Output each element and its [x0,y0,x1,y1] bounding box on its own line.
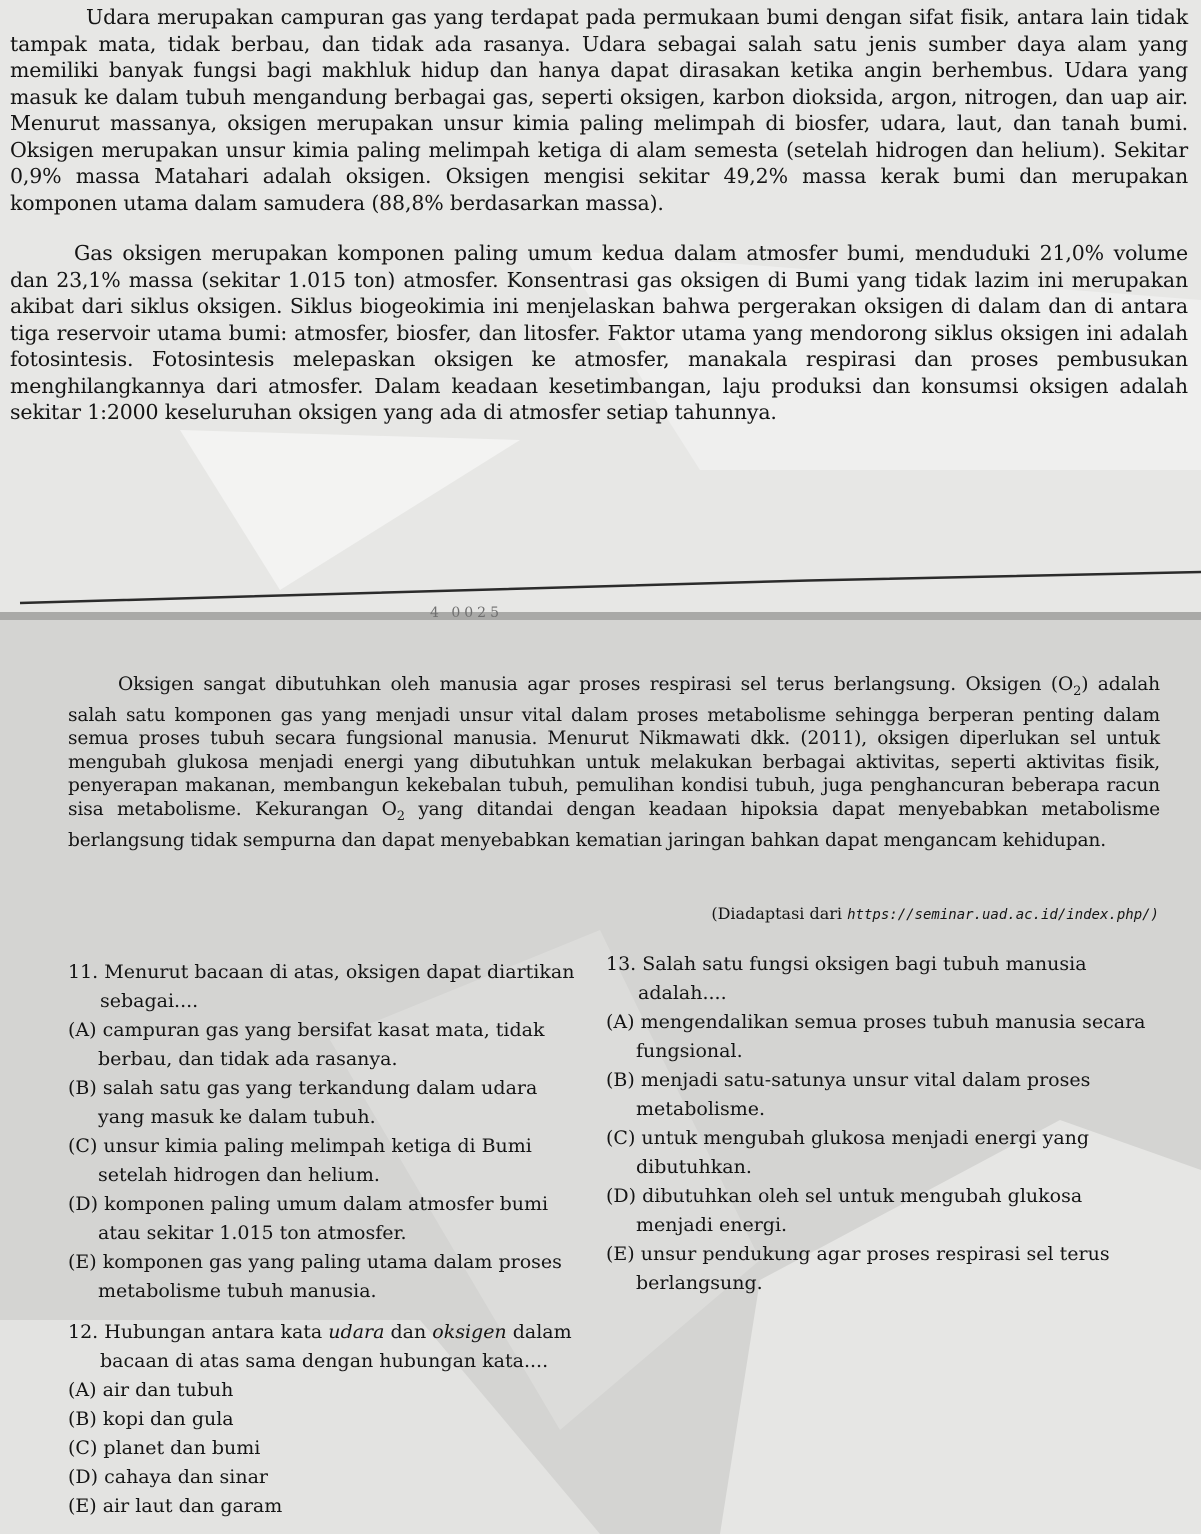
option-b[interactable]: (B) menjadi satu-satunya unsur vital dalam proses metabolisme. [606,1069,1091,1120]
passage-paragraph-2: Gas oksigen merupakan komponen paling umum kedua dalam atmosfer bumi, menduduki 21,0% volume dan 23,1% massa (sekitar 1.015 ton) atmosfer. Konsentrasi gas oksigen di Bumi yang tidak lazim ini merupakan akibat dari siklus oksigen. Siklus biogeokimia ini menjelaskan bahwa pergerakan oksigen di dalam dan di antara tiga reservoir utama bumi: atmosfer, biosfer, dan litosfer. Faktor utama yang mendorong siklus oksigen ini adalah fotosintesis. Fotosintesis melepaskan oksigen ke atmosfer, manakala respirasi dan proses pembusukan menghilangkannya dari atmosfer. Dalam keadaan kesetimbangan, laju produksi dan konsumsi oksigen adalah sekitar 1:2000 keseluruhan oksigen yang ada di atmosfer setiap tahunnya. [10,241,1188,424]
passage-paragraph-1: Udara merupakan campuran gas yang terdapat pada permukaan bumi dengan sifat fisik, antara lain tidak tampak mata, tidak berbau, dan tidak ada rasanya. Udara sebagai salah satu jenis sumber daya alam yang memiliki banyak fungsi bagi makhluk hidup dan hanya dapat dirasakan ketika angin berhembus. Udara yang masuk ke dalam tubuh mengandung berbagai gas, seperti oksigen, karbon dioksida, argon, nitrogen, dan uap air. Menurut massanya, oksigen merupakan unsur kimia paling melimpah di biosfer, udara, laut, dan tanah bumi. Oksigen merupakan unsur kimia paling melimpah ketiga di alam semesta (setelah hidrogen dan helium). Sekitar 0,9% massa Matahari adalah oksigen. Oksigen mengisi sekitar 49,2% massa kerak bumi dan merupakan komponen utama dalam samudera (88,8% berdasarkan massa). [10,5,1188,215]
option-e[interactable]: (E) unsur pendukung agar proses respirasi sel terus berlangsung. [606,1243,1110,1294]
source-prefix: (Diadaptasi dari [711,904,848,923]
passage-text-c: yang ditandai dengan keadaan hipoksia dapat menyebabkan metabolisme berlangsung tidak sempurna dan dapat menyebabkan kematian jaringan bahkan dapat mengancam kehidupan. [68,798,1160,851]
option-c[interactable]: (C) unsur kimia paling melimpah ketiga di Bumi setelah hidrogen dan helium. [68,1135,532,1186]
question-stem: 11. Menurut bacaan di atas, oksigen dapat diartikan sebagai.... [68,961,575,1012]
option-a[interactable]: (A) campuran gas yang bersifat kasat mata, tidak berbau, dan tidak ada rasanya. [68,1019,545,1070]
source-url: https://seminar.uad.ac.id/index.php/) [847,907,1159,923]
question-stem [68,1318,588,1376]
option-c[interactable]: (C) untuk mengubah glukosa menjadi energi yang dibutuhkan. [606,1127,1090,1178]
option-e[interactable]: (E) komponen gas yang paling utama dalam proses metabolisme tubuh manusia. [68,1251,562,1302]
stem-word-oksigen: oksigen [432,1321,507,1343]
option-a[interactable]: (A) mengendalikan semua proses tubuh manusia secara fungsional. [606,1011,1146,1062]
passage-paragraph-3 [68,673,1160,852]
stem-part-c: dalam bacaan di atas sama dengan hubungan kata.... [100,1321,572,1372]
stem-part-a: 12. Hubungan antara kata [68,1321,329,1343]
stem-part-b: dan [384,1321,433,1343]
page-marker: 4 0025 [430,605,503,621]
subscript-2: 2 [396,808,405,824]
option-c[interactable]: (C) planet dan bumi [68,1437,261,1459]
source-citation [711,904,1159,923]
question-11 [68,958,578,1306]
option-e[interactable]: (E) air laut dan garam [68,1495,283,1517]
passage-text-a: Oksigen sangat dibutuhkan oleh manusia agar proses respirasi sel terus berlangsung. Oksigen (O [118,674,1074,695]
question-stem: 13. Salah satu fungsi oksigen bagi tubuh manusia adalah.... [606,953,1087,1004]
option-a[interactable]: (A) air dan tubuh [68,1379,234,1401]
option-d[interactable]: (D) dibutuhkan oleh sel untuk mengubah glukosa menjadi energi. [606,1185,1083,1236]
stem-word-udara: udara [328,1321,385,1343]
subscript-2: 2 [1073,684,1082,699]
option-d[interactable]: (D) komponen paling umum dalam atmosfer bumi atau sekitar 1.015 ton atmosfer. [68,1193,549,1244]
option-b[interactable]: (B) kopi dan gula [68,1408,234,1430]
passage-text-b: ) adalah salah satu komponen gas yang menjadi unsur vital dalam proses metabolisme sehingga berperan penting dalam semua proses tubuh secara fungsional manusia. Menurut Nikmawati dkk. (2011), oksigen diperlukan sel untuk mengubah glukosa menjadi energi yang dibutuhkan untuk melakukan berbagai aktivitas, seperti aktivitas fisik, penyerapan makanan, membangun kekebalan tubuh, pemulihan kondisi tubuh, juga penghancuran beberapa racun sisa metabolisme. Kekurangan O [68,674,1160,820]
question-13 [606,950,1158,1298]
question-12 [68,1318,588,1521]
option-d[interactable]: (D) cahaya dan sinar [68,1466,268,1488]
option-b[interactable]: (B) salah satu gas yang terkandung dalam udara yang masuk ke dalam tubuh. [68,1077,538,1128]
